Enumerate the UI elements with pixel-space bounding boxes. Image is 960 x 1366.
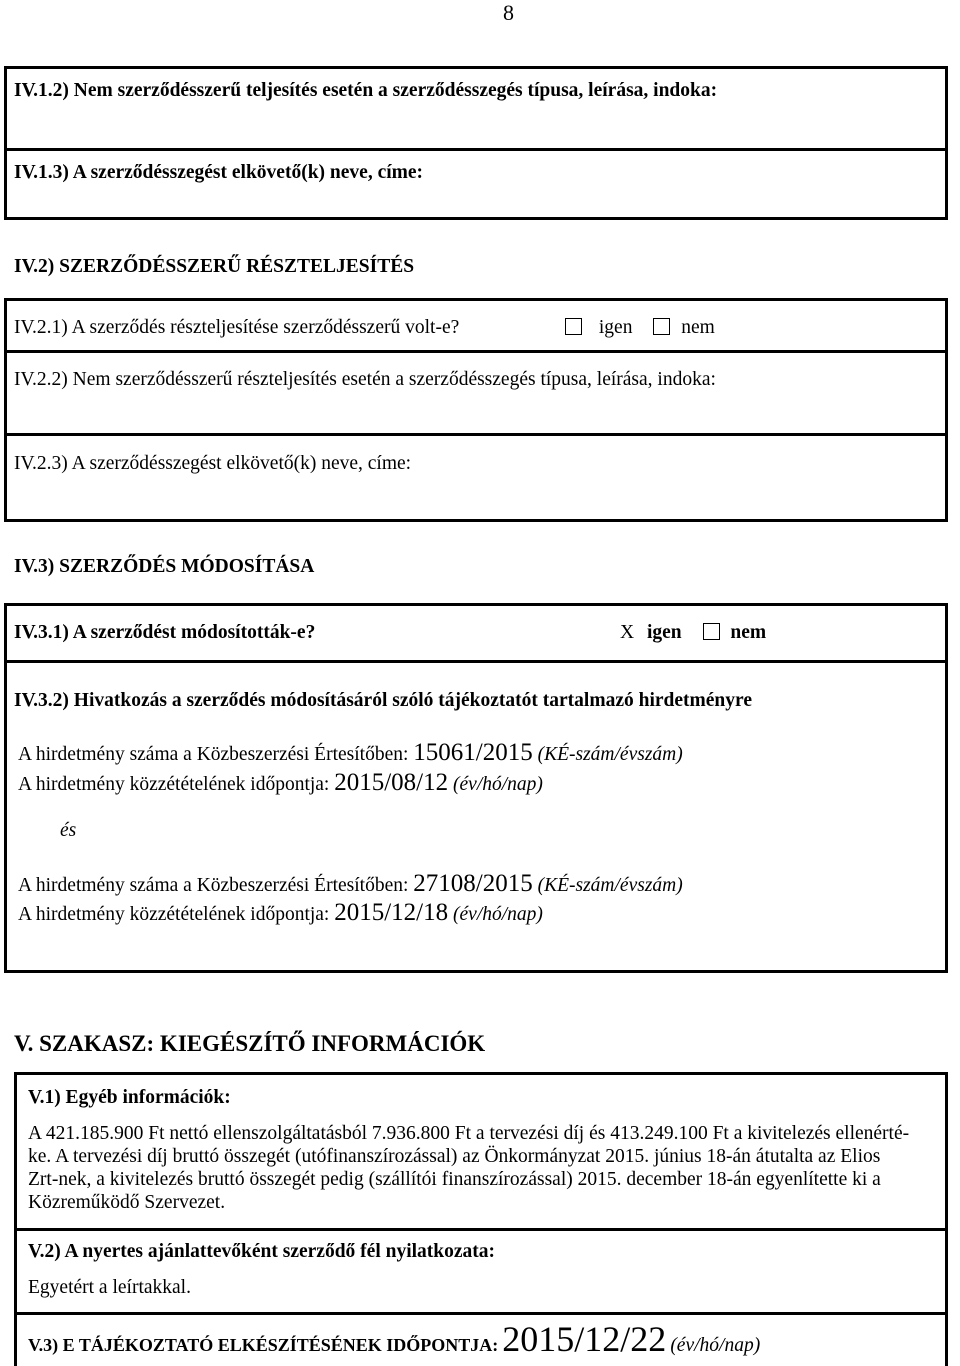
iv-2-heading: IV.2) SZERZŐDÉSSZERŰ RÉSZTELJESÍTÉS [14, 256, 415, 277]
divider [4, 660, 948, 663]
divider [14, 1312, 948, 1315]
v3-value: 2015/12/22 [502, 1319, 667, 1359]
iv-2-3-label: IV.2.3) A szerződésszegést elkövető(k) neve, címe: [14, 453, 412, 474]
date-2-row [18, 899, 543, 927]
date-1-row [18, 769, 543, 797]
nem-checkbox[interactable] [653, 318, 670, 335]
iv-1-2-label: IV.1.2) Nem szerződésszerű teljesítés esetén a szerződésszegés típusa, leírása, indoka: [14, 80, 718, 101]
iv-2-2-label: IV.2.2) Nem szerződésszerű részteljesítés esetén a szerződésszegés típusa, leírása, indoka: [14, 369, 716, 390]
date-2-value: 2015/12/18 [334, 899, 449, 926]
v1-line-3: Zrt-nek, a kivitelezés bruttó összegét pedig (szállítói finanszírozással) 2015. december 18-án egyenlítette ki a [28, 1169, 881, 1190]
notice-2-label: A hirdetmény száma a Közbeszerzési Értesítőben: [18, 875, 409, 896]
date-2-hint: (év/hó/nap) [453, 904, 543, 925]
nem-label: nem [730, 622, 767, 643]
v1-line-1: A 421.185.900 Ft nettó ellenszolgáltatásból 7.936.800 Ft a tervezési díj és 413.249.100 Ft a kivitelezés ellenérté- [28, 1123, 910, 1144]
v1-title: V.1) Egyéb információk: [28, 1087, 231, 1108]
v1-line-4: Közreműködő Szervezet. [28, 1192, 226, 1213]
notice-1-row [18, 739, 683, 767]
date-1-label: A hirdetmény közzétételének időpontja: [18, 774, 330, 795]
v1-line-2: ke. A tervezési díj bruttó összegét (utófinanszírozással) az Önkormányzat 2015. június 18-án átutalta az Elios [28, 1146, 881, 1167]
iv-3-heading: IV.3) SZERZŐDÉS MÓDOSÍTÁSA [14, 556, 315, 577]
notice-2-row [18, 870, 683, 898]
date-1-hint: (év/hó/nap) [453, 774, 543, 795]
iv-2-1-label: IV.2.1) A szerződés részteljesítése szerződésszerű volt-e? [14, 317, 460, 338]
divider [4, 350, 948, 353]
notice-1-label: A hirdetmény száma a Közbeszerzési Értesítőben: [18, 744, 409, 765]
section-v-heading: V. SZAKASZ: KIEGÉSZÍTŐ INFORMÁCIÓK [14, 1031, 486, 1056]
nem-label: nem [681, 317, 715, 338]
notice-1-hint: (KÉ-szám/évszám) [537, 744, 683, 765]
v2-text: Egyetért a leírtakkal. [28, 1277, 191, 1298]
v3-label: V.3) E TÁJÉKOZTATÓ ELKÉSZÍTÉSÉNEK IDŐPONTJA: [28, 1335, 499, 1355]
notice-1-value: 15061/2015 [413, 739, 533, 766]
iv-3-1-options [620, 622, 766, 644]
igen-checkbox[interactable] [565, 318, 582, 335]
nem-checkbox[interactable] [703, 623, 720, 640]
and-label: és [60, 820, 77, 841]
divider [4, 433, 948, 436]
igen-label: igen [598, 317, 633, 338]
iv-1-3-label: IV.1.3) A szerződésszegést elkövető(k) neve, címe: [14, 162, 424, 183]
iv-3-2-label: IV.3.2) Hivatkozás a szerződés módosításáról szóló tájékoztatót tartalmazó hirdetményre [14, 690, 752, 711]
notice-2-hint: (KÉ-szám/évszám) [537, 875, 683, 896]
notice-2-value: 27108/2015 [413, 870, 533, 897]
selected-mark: X [620, 622, 635, 643]
iv-2-1-options [565, 317, 715, 339]
v3-row [28, 1318, 760, 1360]
v2-title: V.2) A nyertes ajánlattevőként szerződő fél nyilatkozata: [28, 1241, 496, 1262]
v3-hint: (év/hó/nap) [670, 1335, 761, 1356]
divider [14, 1228, 948, 1231]
date-1-value: 2015/08/12 [334, 769, 449, 796]
date-2-label: A hirdetmény közzétételének időpontja: [18, 904, 330, 925]
page-number: 8 [503, 0, 514, 25]
divider [4, 148, 948, 151]
igen-label: igen [646, 622, 682, 643]
iv-3-1-label: IV.3.1) A szerződést módosították-e? [14, 622, 316, 643]
